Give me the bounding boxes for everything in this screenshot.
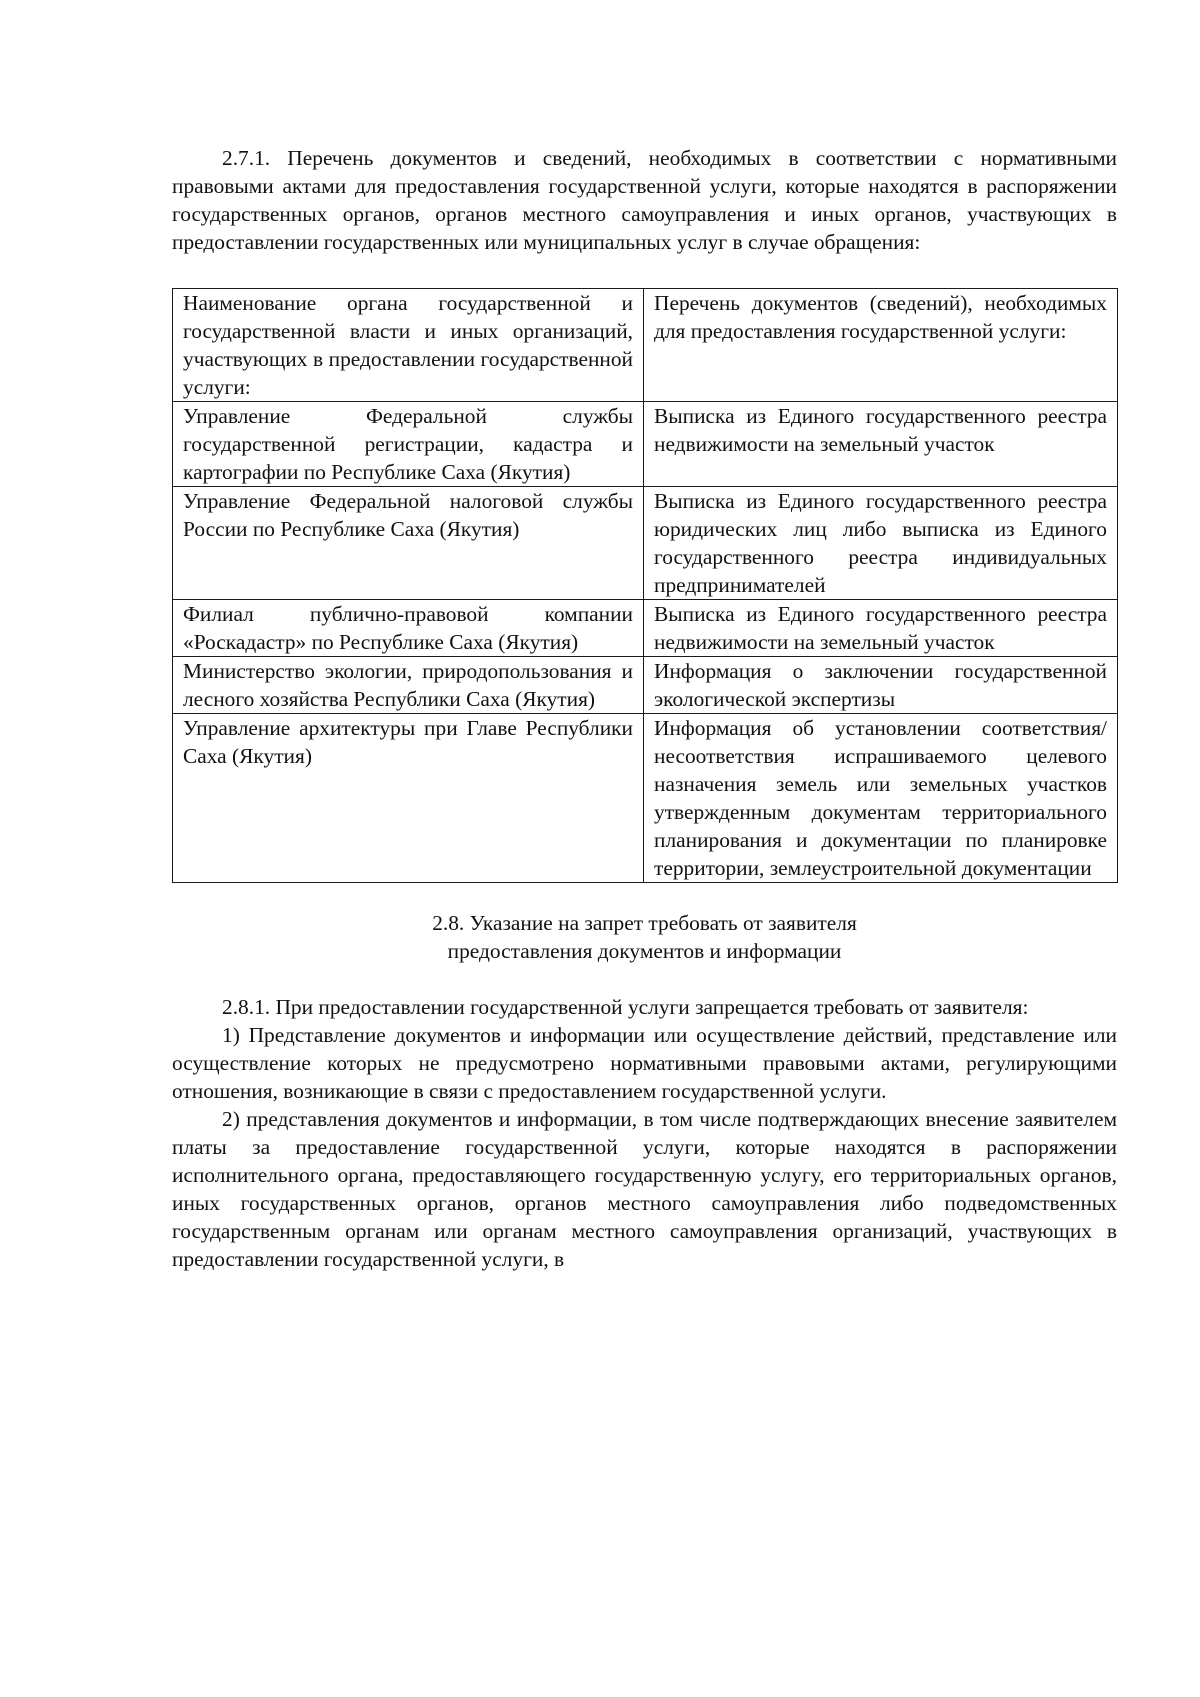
table-row: [173, 402, 1118, 487]
table-cell-organ: Управление Федеральной службы государственной регистрации, кадастра и картографии по Республике Саха (Якутия): [173, 402, 644, 487]
paragraph-2-8-1: 2.8.1. При предоставлении государственной услуги запрещается требовать от заявителя:: [222, 995, 1029, 1019]
table-cell-docs: Выписка из Единого государственного реестра юридических лиц либо выписка из Единого государственного реестра индивидуальных предпринимателей: [644, 487, 1118, 600]
header-cell-docs: Перечень документов (сведений), необходимых для предоставления государственной услуги:: [644, 289, 1118, 402]
section-body: [172, 993, 1117, 1273]
header-cell-organ: Наименование органа государственной и государственной власти и иных организаций, участвующих в предоставлении государственной услуги:: [173, 289, 644, 402]
section-heading-line-2: предоставления документов и информации: [447, 939, 842, 963]
section-heading-line-1: 2.8. Указание на запрет требовать от заявителя: [432, 911, 857, 935]
table-row: [173, 487, 1118, 600]
table-row: [173, 657, 1118, 714]
paragraph-item-1: 1) Представление документов и информации или осуществление действий, представление или осуществление которых не предусмотрено нормативными правовыми актами, регулирующими отношения, возникающие в связи с предоставлением государственной услуги.: [172, 1023, 1117, 1103]
document-page: [172, 144, 1117, 1273]
table-cell-organ: Филиал публично-правовой компании «Роскадастр» по Республике Саха (Якутия): [173, 600, 644, 657]
table-cell-organ: Министерство экологии, природопользования и лесного хозяйства Республики Саха (Якутия): [173, 657, 644, 714]
table-header-row: [173, 289, 1118, 402]
table-cell-docs: Информация о заключении государственной экологической экспертизы: [644, 657, 1118, 714]
table-cell-docs: Информация об установлении соответствия/несоответствия испрашиваемого целевого назначения земель или земельных участков утвержденным документам территориального планирования и документации по планировке территории, землеустроительной документации: [644, 714, 1118, 883]
paragraph-item-2: 2) представления документов и информации, в том числе подтверждающих внесение заявителем платы за предоставление государственной услуги, которые находятся в распоряжении исполнительного органа, предоставляющего государственную услугу, его территориальных органов, иных государственных органов, органов местного самоуправления либо подведомственных государственным органам или органам местного самоуправления организаций, участвующих в предоставлении государственной услуги, в: [172, 1107, 1117, 1271]
section-heading: [172, 909, 1117, 965]
table-cell-docs: Выписка из Единого государственного реестра недвижимости на земельный участок: [644, 402, 1118, 487]
table-cell-organ: Управление Федеральной налоговой службы России по Республике Саха (Якутия): [173, 487, 644, 600]
table-cell-organ: Управление архитектуры при Главе Республики Саха (Якутия): [173, 714, 644, 883]
intro-paragraph: 2.7.1. Перечень документов и сведений, необходимых в соответствии с нормативными правовыми актами для предоставления государственной услуги, которые находятся в распоряжении государственных органов, органов местного самоуправления и иных органов, участвующих в предоставлении государственных или муниципальных услуг в случае обращения:: [172, 146, 1117, 254]
table-row: [173, 714, 1118, 883]
table-cell-docs: Выписка из Единого государственного реестра недвижимости на земельный участок: [644, 600, 1118, 657]
documents-table: [172, 288, 1118, 883]
table-row: [173, 600, 1118, 657]
